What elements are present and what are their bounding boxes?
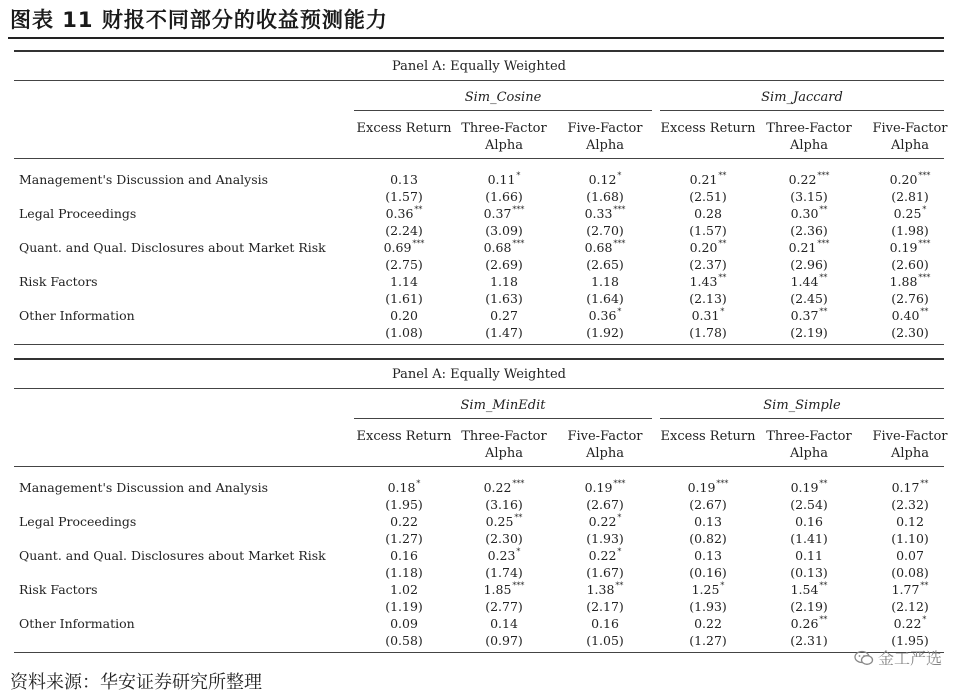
coefficient-cell <box>764 274 854 289</box>
coefficient-value: 0.37 <box>790 308 819 323</box>
coefficient-cell <box>764 616 854 631</box>
coefficient-cell <box>764 548 854 563</box>
significance-stars: ** <box>920 307 929 316</box>
t-stat-cell: (1.95) <box>891 633 929 648</box>
coefficient-cell <box>560 616 650 631</box>
column-header-line: Alpha <box>586 446 624 461</box>
panel-top <box>14 50 948 346</box>
column-header <box>656 428 760 445</box>
column-header-line: Five-Factor <box>567 429 643 444</box>
coefficient-value: 0.13 <box>694 548 722 563</box>
coefficient-value: 0.19 <box>790 480 819 495</box>
coefficient-cell <box>663 172 753 187</box>
t-stat-cell: (1.41) <box>790 531 828 546</box>
coefficient-value: 1.77 <box>891 582 920 597</box>
coefficient-cell <box>359 274 449 289</box>
coefficient-value: 0.19 <box>687 480 716 495</box>
coefficient-value: 0.25 <box>893 206 922 221</box>
group-rule <box>660 418 944 419</box>
t-stat-cell: (2.37) <box>689 257 727 272</box>
coefficient-value: 0.69 <box>383 240 412 255</box>
coefficient-cell <box>359 206 449 221</box>
column-header-line: Five-Factor <box>872 121 948 136</box>
t-stat-cell: (2.76) <box>891 291 929 306</box>
t-stat-cell: (2.70) <box>586 223 624 238</box>
panel-title-rule <box>14 388 944 389</box>
coefficient-cell <box>560 274 650 289</box>
t-stat-cell: (1.19) <box>385 599 423 614</box>
t-stat-cell: (2.13) <box>689 291 727 306</box>
column-header <box>352 428 456 445</box>
group-rule <box>660 110 944 111</box>
coefficient-cell <box>459 172 549 187</box>
coefficient-value: 0.22 <box>588 514 617 529</box>
significance-stars: *** <box>918 171 931 180</box>
significance-stars: ** <box>819 615 828 624</box>
column-header-line: Excess Return <box>660 121 756 136</box>
coefficient-value: 0.11 <box>487 172 516 187</box>
coefficient-cell <box>663 616 753 631</box>
coefficient-cell <box>359 548 449 563</box>
t-stat-cell: (2.30) <box>891 325 929 340</box>
significance-stars: *** <box>918 273 931 282</box>
coefficient-cell <box>865 582 954 597</box>
coefficient-value: 0.21 <box>689 172 718 187</box>
coefficient-value: 0.25 <box>485 514 514 529</box>
t-stat-cell: (1.47) <box>485 325 523 340</box>
column-header-line: Excess Return <box>356 121 452 136</box>
coefficient-cell <box>359 240 449 255</box>
coefficient-value: 0.19 <box>889 240 918 255</box>
coefficient-cell <box>764 514 854 529</box>
coefficient-cell <box>865 274 954 289</box>
t-stat-cell: (1.98) <box>891 223 929 238</box>
column-header-line: Three-Factor <box>766 121 852 136</box>
group-title: Sim_Jaccard <box>761 90 843 105</box>
coefficient-value: 0.12 <box>896 514 924 529</box>
coefficient-value: 0.36 <box>588 308 617 323</box>
column-header-line: Five-Factor <box>872 429 948 444</box>
coefficient-value: 1.43 <box>689 274 718 289</box>
significance-stars: *** <box>716 479 729 488</box>
coefficient-cell <box>459 308 549 323</box>
coefficient-value: 0.23 <box>487 548 516 563</box>
coefficient-cell <box>459 582 549 597</box>
significance-stars: *** <box>412 239 425 248</box>
coefficient-cell <box>764 308 854 323</box>
coefficient-value: 1.18 <box>490 274 518 289</box>
coefficient-cell <box>865 240 954 255</box>
t-stat-cell: (1.93) <box>689 599 727 614</box>
header-rule <box>14 158 944 159</box>
t-stat-cell: (1.27) <box>385 531 423 546</box>
t-stat-cell: (0.16) <box>689 565 727 580</box>
t-stat-cell: (2.75) <box>385 257 423 272</box>
watermark <box>854 646 942 669</box>
coefficient-value: 0.20 <box>390 308 418 323</box>
column-header-line: Three-Factor <box>461 121 547 136</box>
significance-stars: * <box>922 205 927 214</box>
t-stat-cell: (2.19) <box>790 325 828 340</box>
coefficient-value: 0.33 <box>584 206 613 221</box>
column-header <box>858 120 954 154</box>
significance-stars: * <box>720 307 725 316</box>
bottom-rule <box>14 344 944 345</box>
column-header <box>452 428 556 462</box>
coefficient-cell <box>865 480 954 495</box>
coefficient-value: 0.20 <box>689 240 718 255</box>
coefficient-cell <box>459 514 549 529</box>
group-rule <box>354 418 652 419</box>
t-stat-cell: (1.92) <box>586 325 624 340</box>
significance-stars: ** <box>920 479 929 488</box>
coefficient-cell <box>560 480 650 495</box>
coefficient-cell <box>560 308 650 323</box>
significance-stars: * <box>416 479 421 488</box>
t-stat-cell: (2.36) <box>790 223 828 238</box>
t-stat-cell: (2.32) <box>891 497 929 512</box>
column-header <box>757 120 861 154</box>
coefficient-cell <box>459 616 549 631</box>
t-stat-cell: (0.58) <box>385 633 423 648</box>
column-header-line: Alpha <box>586 138 624 153</box>
coefficient-value: 0.21 <box>788 240 817 255</box>
coefficient-cell <box>663 206 753 221</box>
t-stat-cell: (2.54) <box>790 497 828 512</box>
coefficient-value: 0.26 <box>790 616 819 631</box>
significance-stars: * <box>922 615 927 624</box>
coefficient-value: 0.68 <box>483 240 512 255</box>
coefficient-value: 1.88 <box>889 274 918 289</box>
column-header <box>452 120 556 154</box>
row-label: Management's Discussion and Analysis <box>19 172 269 187</box>
t-stat-cell: (3.16) <box>485 497 523 512</box>
t-stat-cell: (1.61) <box>385 291 423 306</box>
coefficient-value: 0.30 <box>790 206 819 221</box>
coefficient-cell <box>560 514 650 529</box>
t-stat-cell: (2.67) <box>689 497 727 512</box>
t-stat-cell: (3.15) <box>790 189 828 204</box>
t-stat-cell: (2.17) <box>586 599 624 614</box>
coefficient-value: 1.85 <box>483 582 512 597</box>
t-stat-cell: (0.82) <box>689 531 727 546</box>
column-header-line: Excess Return <box>356 429 452 444</box>
t-stat-cell: (1.67) <box>586 565 624 580</box>
coefficient-value: 1.14 <box>390 274 418 289</box>
t-stat-cell: (1.95) <box>385 497 423 512</box>
coefficient-value: 1.44 <box>790 274 819 289</box>
coefficient-cell <box>764 172 854 187</box>
panel-title: Panel A: Equally Weighted <box>392 59 566 74</box>
t-stat-cell: (2.12) <box>891 599 929 614</box>
coefficient-cell <box>865 616 954 631</box>
significance-stars: ** <box>819 205 828 214</box>
t-stat-cell: (2.51) <box>689 189 727 204</box>
t-stat-cell: (0.13) <box>790 565 828 580</box>
source-note: 资料来源：华安证券研究所整理 <box>10 672 262 693</box>
group-title: Sim_Simple <box>763 398 841 413</box>
coefficient-cell <box>560 206 650 221</box>
coefficient-cell <box>359 514 449 529</box>
column-header <box>656 120 760 137</box>
coefficient-cell <box>459 240 549 255</box>
row-label: Other Information <box>19 308 135 323</box>
coefficient-value: 0.22 <box>483 480 512 495</box>
coefficient-value: 0.16 <box>795 514 823 529</box>
t-stat-cell: (2.69) <box>485 257 523 272</box>
coefficient-cell <box>663 514 753 529</box>
significance-stars: *** <box>613 479 626 488</box>
coefficient-value: 0.40 <box>891 308 920 323</box>
coefficient-cell <box>560 548 650 563</box>
row-label: Management's Discussion and Analysis <box>19 480 269 495</box>
t-stat-cell: (1.57) <box>689 223 727 238</box>
coefficient-value: 0.16 <box>390 548 418 563</box>
column-header <box>553 120 657 154</box>
column-header-line: Alpha <box>485 446 523 461</box>
row-label: Quant. and Qual. Disclosures about Market Risk <box>19 240 326 255</box>
significance-stars: ** <box>920 581 929 590</box>
coefficient-cell <box>764 206 854 221</box>
significance-stars: ** <box>718 171 727 180</box>
t-stat-cell: (1.63) <box>485 291 523 306</box>
panel-title: Panel A: Equally Weighted <box>392 367 566 382</box>
column-header-line: Alpha <box>485 138 523 153</box>
panel-bottom <box>14 358 948 654</box>
top-rule <box>14 50 944 52</box>
row-label: Legal Proceedings <box>19 514 137 529</box>
watermark-text: 金工严选 <box>877 649 942 668</box>
coefficient-cell <box>459 548 549 563</box>
significance-stars: * <box>617 547 622 556</box>
t-stat-cell: (1.68) <box>586 189 624 204</box>
panel-title-rule <box>14 80 944 81</box>
coefficient-cell <box>663 240 753 255</box>
significance-stars: * <box>617 307 622 316</box>
significance-stars: *** <box>512 479 525 488</box>
column-header-line: Alpha <box>891 138 929 153</box>
t-stat-cell: (3.09) <box>485 223 523 238</box>
coefficient-value: 1.25 <box>691 582 720 597</box>
coefficient-cell <box>865 172 954 187</box>
bottom-rule <box>14 652 944 653</box>
significance-stars: * <box>516 171 521 180</box>
row-label: Quant. and Qual. Disclosures about Market Risk <box>19 548 326 563</box>
significance-stars: * <box>720 581 725 590</box>
row-label: Risk Factors <box>19 582 98 597</box>
coefficient-value: 0.22 <box>694 616 722 631</box>
coefficient-cell <box>663 308 753 323</box>
significance-stars: *** <box>512 581 525 590</box>
significance-stars: *** <box>817 171 830 180</box>
coefficient-value: 0.31 <box>691 308 720 323</box>
column-header-line: Alpha <box>891 446 929 461</box>
coefficient-value: 0.19 <box>584 480 613 495</box>
group-title: Sim_Cosine <box>464 90 542 105</box>
coefficient-value: 0.68 <box>584 240 613 255</box>
coefficient-value: 0.20 <box>889 172 918 187</box>
t-stat-cell: (1.93) <box>586 531 624 546</box>
coefficient-cell <box>459 206 549 221</box>
coefficient-value: 0.13 <box>390 172 418 187</box>
coefficient-cell <box>459 480 549 495</box>
t-stat-cell: (1.05) <box>586 633 624 648</box>
coefficient-value: 1.38 <box>586 582 615 597</box>
coefficient-value: 0.07 <box>896 548 924 563</box>
t-stat-cell: (1.74) <box>485 565 523 580</box>
t-stat-cell: (2.24) <box>385 223 423 238</box>
coefficient-value: 0.13 <box>694 514 722 529</box>
coefficient-cell <box>663 274 753 289</box>
t-stat-cell: (2.19) <box>790 599 828 614</box>
significance-stars: *** <box>613 205 626 214</box>
header-rule <box>14 466 944 467</box>
significance-stars: ** <box>819 479 828 488</box>
column-header-line: Three-Factor <box>766 429 852 444</box>
coefficient-cell <box>560 582 650 597</box>
column-header <box>553 428 657 462</box>
coefficient-value: 0.12 <box>588 172 617 187</box>
coefficient-value: 0.37 <box>483 206 512 221</box>
significance-stars: ** <box>819 273 828 282</box>
significance-stars: ** <box>718 239 727 248</box>
t-stat-cell: (2.96) <box>790 257 828 272</box>
significance-stars: * <box>516 547 521 556</box>
coefficient-value: 0.28 <box>694 206 722 221</box>
coefficient-value: 0.22 <box>588 548 617 563</box>
coefficient-value: 0.11 <box>795 548 823 563</box>
coefficient-value: 0.22 <box>390 514 418 529</box>
top-rule <box>14 358 944 360</box>
column-header-line: Excess Return <box>660 429 756 444</box>
significance-stars: ** <box>718 273 727 282</box>
t-stat-cell: (2.77) <box>485 599 523 614</box>
coefficient-cell <box>865 514 954 529</box>
coefficient-value: 0.18 <box>387 480 416 495</box>
wechat-icon <box>854 650 874 666</box>
t-stat-cell: (2.81) <box>891 189 929 204</box>
t-stat-cell: (1.10) <box>891 531 929 546</box>
coefficient-cell <box>865 206 954 221</box>
coefficient-cell <box>663 548 753 563</box>
figure-title: 图表 11 财报不同部分的收益预测能力 <box>10 8 388 32</box>
column-header-line: Five-Factor <box>567 121 643 136</box>
column-header-line: Three-Factor <box>461 429 547 444</box>
coefficient-value: 1.54 <box>790 582 819 597</box>
t-stat-cell: (1.78) <box>689 325 727 340</box>
row-label: Legal Proceedings <box>19 206 137 221</box>
coefficient-value: 1.18 <box>591 274 619 289</box>
significance-stars: ** <box>514 513 523 522</box>
t-stat-cell: (2.31) <box>790 633 828 648</box>
coefficient-value: 1.02 <box>390 582 418 597</box>
row-label: Risk Factors <box>19 274 98 289</box>
significance-stars: *** <box>512 205 525 214</box>
significance-stars: ** <box>615 581 624 590</box>
t-stat-cell: (2.65) <box>586 257 624 272</box>
t-stat-cell: (1.27) <box>689 633 727 648</box>
coefficient-cell <box>663 582 753 597</box>
significance-stars: ** <box>414 205 423 214</box>
coefficient-cell <box>865 308 954 323</box>
t-stat-cell: (1.64) <box>586 291 624 306</box>
coefficient-value: 0.17 <box>891 480 920 495</box>
column-header <box>352 120 456 137</box>
coefficient-cell <box>560 240 650 255</box>
t-stat-cell: (0.08) <box>891 565 929 580</box>
title-divider <box>8 37 944 39</box>
coefficient-value: 0.36 <box>385 206 414 221</box>
coefficient-cell <box>663 480 753 495</box>
significance-stars: * <box>617 171 622 180</box>
significance-stars: *** <box>512 239 525 248</box>
significance-stars: *** <box>817 239 830 248</box>
significance-stars: ** <box>819 581 828 590</box>
column-header-line: Alpha <box>790 446 828 461</box>
coefficient-value: 0.22 <box>788 172 817 187</box>
coefficient-value: 0.16 <box>591 616 619 631</box>
t-stat-cell: (1.57) <box>385 189 423 204</box>
group-title: Sim_MinEdit <box>460 398 546 413</box>
significance-stars: ** <box>819 307 828 316</box>
significance-stars: * <box>617 513 622 522</box>
coefficient-value: 0.22 <box>893 616 922 631</box>
coefficient-cell <box>560 172 650 187</box>
column-header <box>757 428 861 462</box>
t-stat-cell: (2.60) <box>891 257 929 272</box>
column-header <box>858 428 954 462</box>
t-stat-cell: (2.45) <box>790 291 828 306</box>
significance-stars: *** <box>918 239 931 248</box>
t-stat-cell: (2.67) <box>586 497 624 512</box>
coefficient-cell <box>359 480 449 495</box>
coefficient-cell <box>359 172 449 187</box>
coefficient-cell <box>359 582 449 597</box>
t-stat-cell: (1.18) <box>385 565 423 580</box>
coefficient-cell <box>459 274 549 289</box>
coefficient-cell <box>764 582 854 597</box>
coefficient-cell <box>764 480 854 495</box>
coefficient-cell <box>865 548 954 563</box>
column-header-line: Alpha <box>790 138 828 153</box>
coefficient-value: 0.09 <box>390 616 418 631</box>
t-stat-cell: (1.66) <box>485 189 523 204</box>
coefficient-cell <box>764 240 854 255</box>
group-rule <box>354 110 652 111</box>
t-stat-cell: (2.30) <box>485 531 523 546</box>
coefficient-value: 0.14 <box>490 616 518 631</box>
coefficient-cell <box>359 616 449 631</box>
t-stat-cell: (1.08) <box>385 325 423 340</box>
significance-stars: *** <box>613 239 626 248</box>
t-stat-cell: (0.97) <box>485 633 523 648</box>
row-label: Other Information <box>19 616 135 631</box>
coefficient-cell <box>359 308 449 323</box>
coefficient-value: 0.27 <box>490 308 518 323</box>
